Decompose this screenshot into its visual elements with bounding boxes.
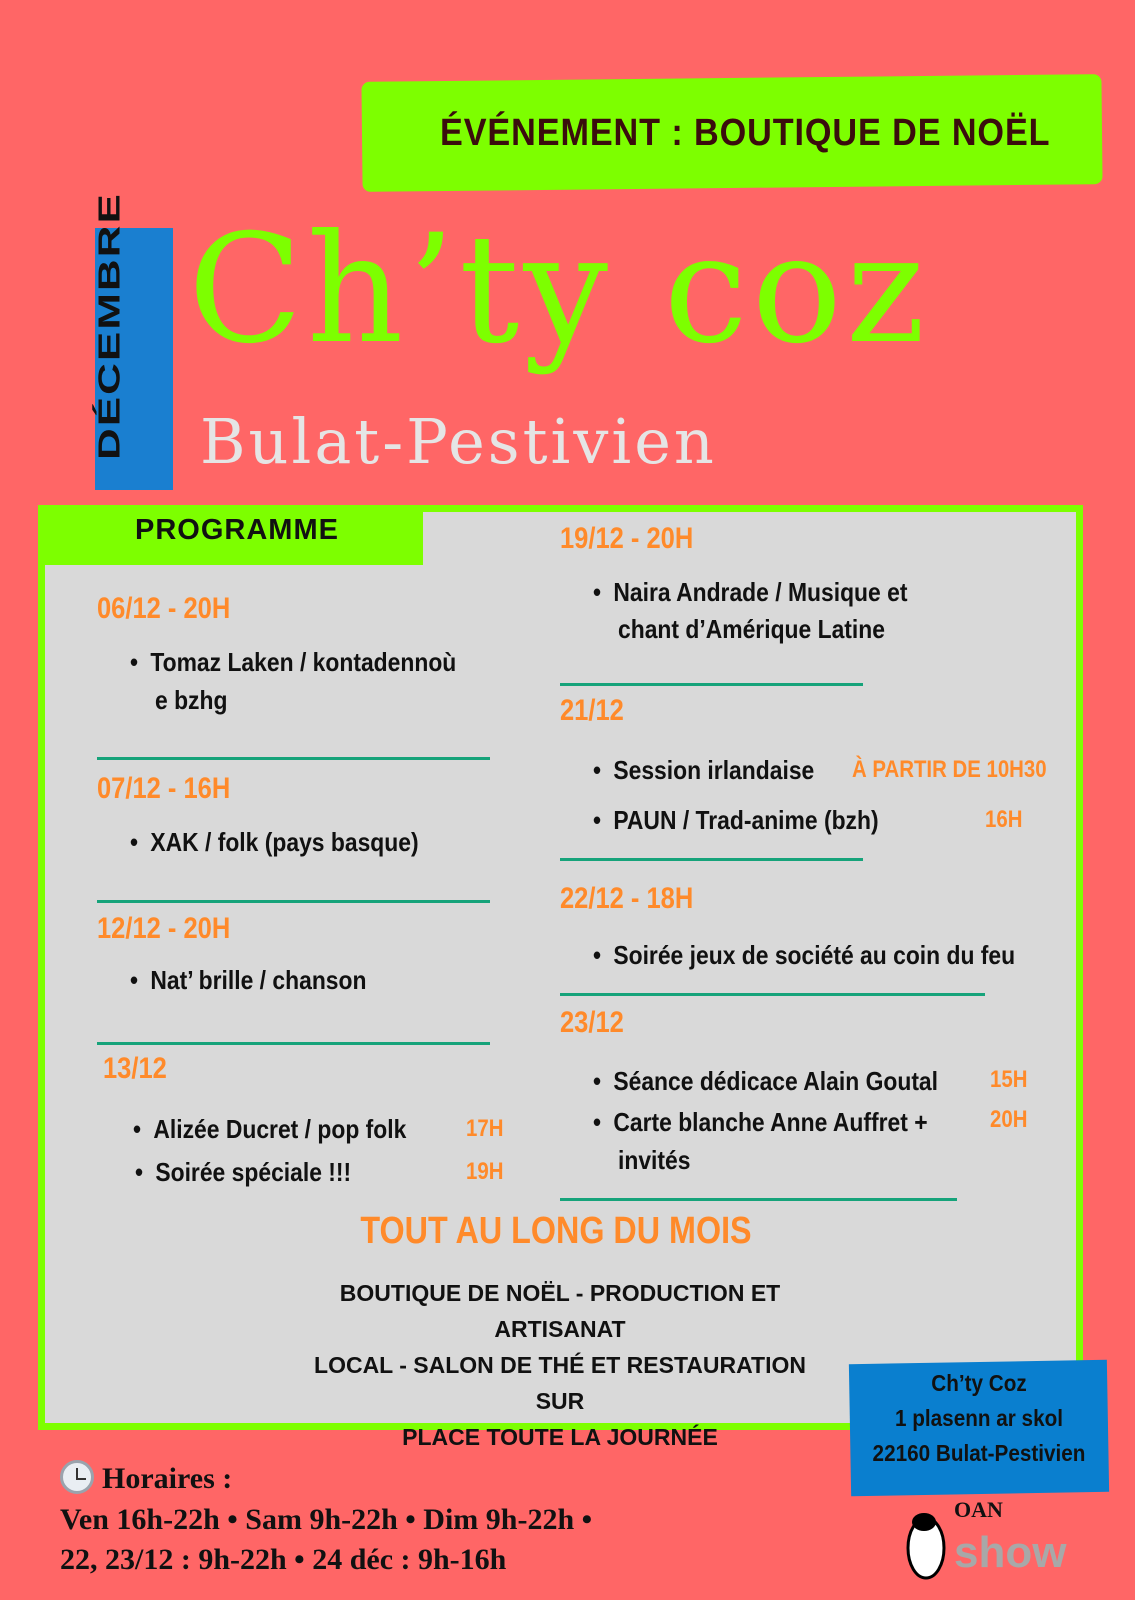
desc-line: BOUTIQUE DE NOËL - PRODUCTION ET ARTISANAT [339,1280,781,1342]
list-item-cont-text: chant d’Amérique Latine [618,614,885,644]
logo-text: OAN [954,1497,1003,1522]
logo-show-text: show [954,1528,1067,1577]
month-long-title: TOUT AU LONG DU MOIS [360,1210,752,1252]
date: 21/12 [560,694,624,727]
date: 07/12 - 16H [97,772,231,805]
address-line: Ch’ty Coz [931,1370,1027,1396]
item-time: 16H [985,806,1023,833]
list-item: • Soirée jeux de société au coin du feu [593,938,1015,972]
programme-label: PROGRAMME [135,514,339,546]
item-time: À PARTIR DE 10H30 [852,756,1047,783]
date: 12/12 - 20H [97,912,231,945]
item-time: 15H [990,1066,1028,1093]
list-item: • XAK / folk (pays basque) [130,825,419,859]
month-label: DÉCEMBRE [92,192,127,460]
separator [97,1042,490,1045]
clock-icon [60,1460,94,1494]
date: 19/12 - 20H [560,522,694,555]
sheep-icon [900,1498,950,1588]
list-item: • Tomaz Laken / kontadennoù [130,645,456,679]
list-item: • Nat’ brille / chanson [130,963,366,997]
separator [97,757,490,760]
list-item: • Séance dédicace Alain Goutal [593,1064,938,1098]
list-item-cont [618,612,885,646]
separator [560,858,863,861]
hours-line: Ven 16h-22h • Sam 9h-22h • Dim 9h-22h • [60,1503,593,1536]
date: 13/12 [103,1052,167,1085]
list-item: • Soirée spéciale !!! [135,1155,351,1189]
venue-name: Ch’ty coz [188,203,930,377]
desc-line: PLACE TOUTE LA JOURNÉE [402,1424,718,1450]
separator [560,1198,957,1201]
list-item: • Naira Andrade / Musique et [593,575,907,609]
separator [560,683,863,686]
oan-show-logo [900,1498,1075,1588]
list-item: • Session irlandaise [593,753,814,787]
item-time: 20H [990,1106,1028,1133]
month-long-description [290,1275,830,1455]
desc-line: LOCAL - SALON DE THÉ ET RESTAURATION SUR [314,1352,806,1414]
list-item: • PAUN / Trad-anime (bzh) [593,803,879,837]
separator [97,900,490,903]
address-line: 1 plasenn ar skol [895,1405,1063,1431]
hours-line: 22, 23/12 : 9h-22h • 24 déc : 9h-16h [60,1543,507,1576]
item-time: 17H [466,1115,504,1142]
event-title: ÉVÉNEMENT : BOUTIQUE DE NOËL [440,112,1051,154]
date: 22/12 - 18H [560,882,694,915]
hours-title: Horaires : [102,1462,233,1495]
list-item-cont [155,683,227,717]
list-item-cont-text: invités [618,1145,691,1175]
venue-town: Bulat-Pestivien [200,405,717,478]
address-line: 22160 Bulat-Pestivien [872,1440,1086,1466]
list-item: • Carte blanche Anne Auffret + [593,1105,928,1139]
date: 23/12 [560,1006,624,1039]
list-item-cont-text: e bzhg [155,685,228,715]
list-item-cont [618,1143,690,1177]
item-time: 19H [466,1158,504,1185]
date: 06/12 - 20H [97,592,231,625]
separator [560,993,985,996]
list-item: • Alizée Ducret / pop folk [133,1112,406,1146]
